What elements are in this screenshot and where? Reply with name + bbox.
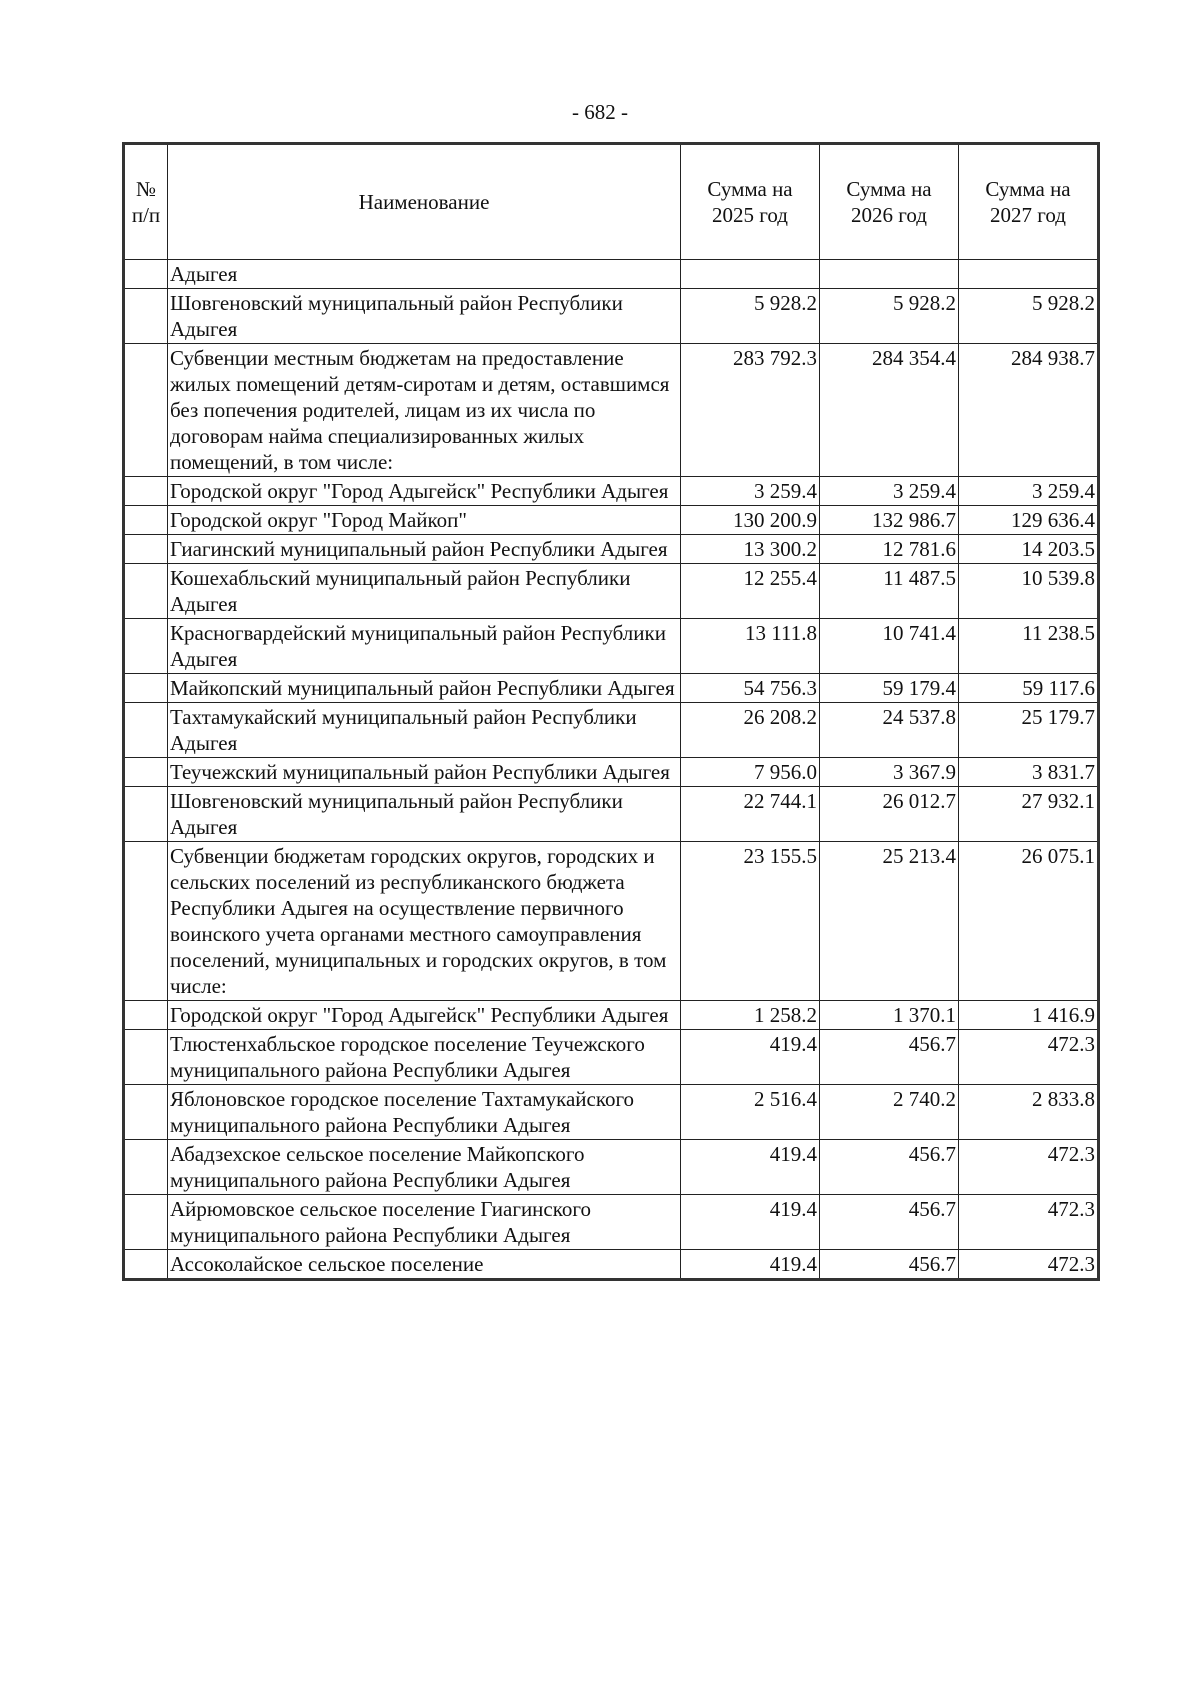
row-name-cell: Кошехабльский муниципальный район Республики Адыгея [168,564,681,619]
row-name-cell: Ассоколайское сельское поселение [168,1250,681,1280]
table-body [124,260,1099,1280]
amount-2026-cell: 10 741.4 [820,619,959,674]
amount-2025-cell: 13 111.8 [681,619,820,674]
amount-2027-cell: 284 938.7 [959,344,1099,477]
table-row [124,787,1099,842]
amount-2026-cell: 456.7 [820,1250,959,1280]
row-name-cell: Айрюмовское сельское поселение Гиагинского муниципального района Республики Адыгея [168,1195,681,1250]
amount-2026-cell: 132 986.7 [820,506,959,535]
row-name-cell: Тахтамукайский муниципальный район Республики Адыгея [168,703,681,758]
table-row [124,1030,1099,1085]
amount-2027-cell: 472.3 [959,1195,1099,1250]
amount-2027-cell: 3 831.7 [959,758,1099,787]
row-number-cell [124,477,168,506]
amount-2027-cell: 10 539.8 [959,564,1099,619]
amount-2026-cell: 284 354.4 [820,344,959,477]
amount-2027-cell: 1 416.9 [959,1001,1099,1030]
header-2027: Сумма на 2027 год [959,144,1099,260]
row-number-cell [124,289,168,344]
amount-2025-cell: 23 155.5 [681,842,820,1001]
row-name-cell: Шовгеновский муниципальный район Республики Адыгея [168,787,681,842]
row-name-cell: Городской округ "Город Майкоп" [168,506,681,535]
table-row [124,758,1099,787]
row-number-cell [124,1030,168,1085]
amount-2025-cell: 283 792.3 [681,344,820,477]
amount-2025-cell: 419.4 [681,1030,820,1085]
row-name-cell: Шовгеновский муниципальный район Республики Адыгея [168,289,681,344]
row-name-cell: Городской округ "Город Адыгейск" Республики Адыгея [168,1001,681,1030]
table-row [124,477,1099,506]
amount-2026-cell: 25 213.4 [820,842,959,1001]
header-2026: Сумма на 2026 год [820,144,959,260]
table-row [124,674,1099,703]
row-name-cell: Адыгея [168,260,681,289]
page-number: - 682 - [572,100,628,124]
header-number: № п/п [124,144,168,260]
row-number-cell [124,535,168,564]
row-number-cell [124,703,168,758]
table-row [124,703,1099,758]
table-row [124,842,1099,1001]
amount-2027-cell: 2 833.8 [959,1085,1099,1140]
table-row [124,564,1099,619]
table-header-row [124,144,1099,260]
amount-2027-cell: 11 238.5 [959,619,1099,674]
row-number-cell [124,674,168,703]
amount-2027-cell: 25 179.7 [959,703,1099,758]
amount-2026-cell: 2 740.2 [820,1085,959,1140]
amount-2025-cell: 5 928.2 [681,289,820,344]
amount-2025-cell: 419.4 [681,1195,820,1250]
amount-2026-cell: 3 367.9 [820,758,959,787]
amount-2027-cell: 472.3 [959,1140,1099,1195]
amount-2025-cell: 419.4 [681,1250,820,1280]
row-number-cell [124,1195,168,1250]
amount-2026-cell: 456.7 [820,1140,959,1195]
row-number-cell [124,260,168,289]
amount-2027-cell: 472.3 [959,1030,1099,1085]
amount-2025-cell: 1 258.2 [681,1001,820,1030]
amount-2026-cell: 456.7 [820,1030,959,1085]
header-name: Наименование [168,144,681,260]
amount-2026-cell: 26 012.7 [820,787,959,842]
amount-2025-cell: 2 516.4 [681,1085,820,1140]
amount-2026-cell: 3 259.4 [820,477,959,506]
table-row [124,1140,1099,1195]
amount-2027-cell: 129 636.4 [959,506,1099,535]
row-name-cell: Субвенции местным бюджетам на предоставление жилых помещений детям-сиротам и детям, оставшимся без попечения родителей, лицам из их числа по договорам найма специализированных жилых помещений, в том числе: [168,344,681,477]
table-row [124,619,1099,674]
row-name-cell: Городской округ "Город Адыгейск" Республики Адыгея [168,477,681,506]
table-row [124,1085,1099,1140]
amount-2026-cell: 11 487.5 [820,564,959,619]
table-row [124,1001,1099,1030]
row-number-cell [124,564,168,619]
row-name-cell: Красногвардейский муниципальный район Республики Адыгея [168,619,681,674]
amount-2025-cell: 54 756.3 [681,674,820,703]
amount-2026-cell: 456.7 [820,1195,959,1250]
amount-2025-cell: 7 956.0 [681,758,820,787]
amount-2026-cell: 12 781.6 [820,535,959,564]
row-name-cell: Абадзехское сельское поселение Майкопского муниципального района Республики Адыгея [168,1140,681,1195]
amount-2026-cell [820,260,959,289]
row-number-cell [124,506,168,535]
row-name-cell: Майкопский муниципальный район Республики Адыгея [168,674,681,703]
row-number-cell [124,1140,168,1195]
amount-2025-cell: 13 300.2 [681,535,820,564]
amount-2026-cell: 5 928.2 [820,289,959,344]
amount-2025-cell: 3 259.4 [681,477,820,506]
row-number-cell [124,1001,168,1030]
amount-2027-cell [959,260,1099,289]
row-name-cell: Субвенции бюджетам городских округов, городских и сельских поселений из республиканского бюджета Республики Адыгея на осуществление первичного воинского учета органами местного самоуправления поселений, муниципальных и городских округов, в том числе: [168,842,681,1001]
table-row [124,260,1099,289]
row-number-cell [124,344,168,477]
amount-2027-cell: 59 117.6 [959,674,1099,703]
amount-2027-cell: 27 932.1 [959,787,1099,842]
amount-2026-cell: 24 537.8 [820,703,959,758]
amount-2026-cell: 59 179.4 [820,674,959,703]
amount-2027-cell: 14 203.5 [959,535,1099,564]
amount-2027-cell: 472.3 [959,1250,1099,1280]
amount-2027-cell: 5 928.2 [959,289,1099,344]
row-name-cell: Тлюстенхабльское городское поселение Теучежского муниципального района Республики Адыгея [168,1030,681,1085]
amount-2027-cell: 3 259.4 [959,477,1099,506]
budget-table [122,142,1100,1281]
row-number-cell [124,1085,168,1140]
amount-2027-cell: 26 075.1 [959,842,1099,1001]
table-row [124,289,1099,344]
amount-2025-cell [681,260,820,289]
row-name-cell: Гиагинский муниципальный район Республики Адыгея [168,535,681,564]
table-row [124,344,1099,477]
table-row [124,535,1099,564]
row-number-cell [124,1250,168,1280]
amount-2025-cell: 12 255.4 [681,564,820,619]
table-row [124,506,1099,535]
table-row [124,1195,1099,1250]
row-number-cell [124,842,168,1001]
amount-2025-cell: 130 200.9 [681,506,820,535]
amount-2026-cell: 1 370.1 [820,1001,959,1030]
row-name-cell: Теучежский муниципальный район Республики Адыгея [168,758,681,787]
amount-2025-cell: 419.4 [681,1140,820,1195]
amount-2025-cell: 22 744.1 [681,787,820,842]
table-row [124,1250,1099,1280]
row-number-cell [124,758,168,787]
amount-2025-cell: 26 208.2 [681,703,820,758]
row-number-cell [124,619,168,674]
row-name-cell: Яблоновское городское поселение Тахтамукайского муниципального района Республики Адыгея [168,1085,681,1140]
row-number-cell [124,787,168,842]
header-2025: Сумма на 2025 год [681,144,820,260]
